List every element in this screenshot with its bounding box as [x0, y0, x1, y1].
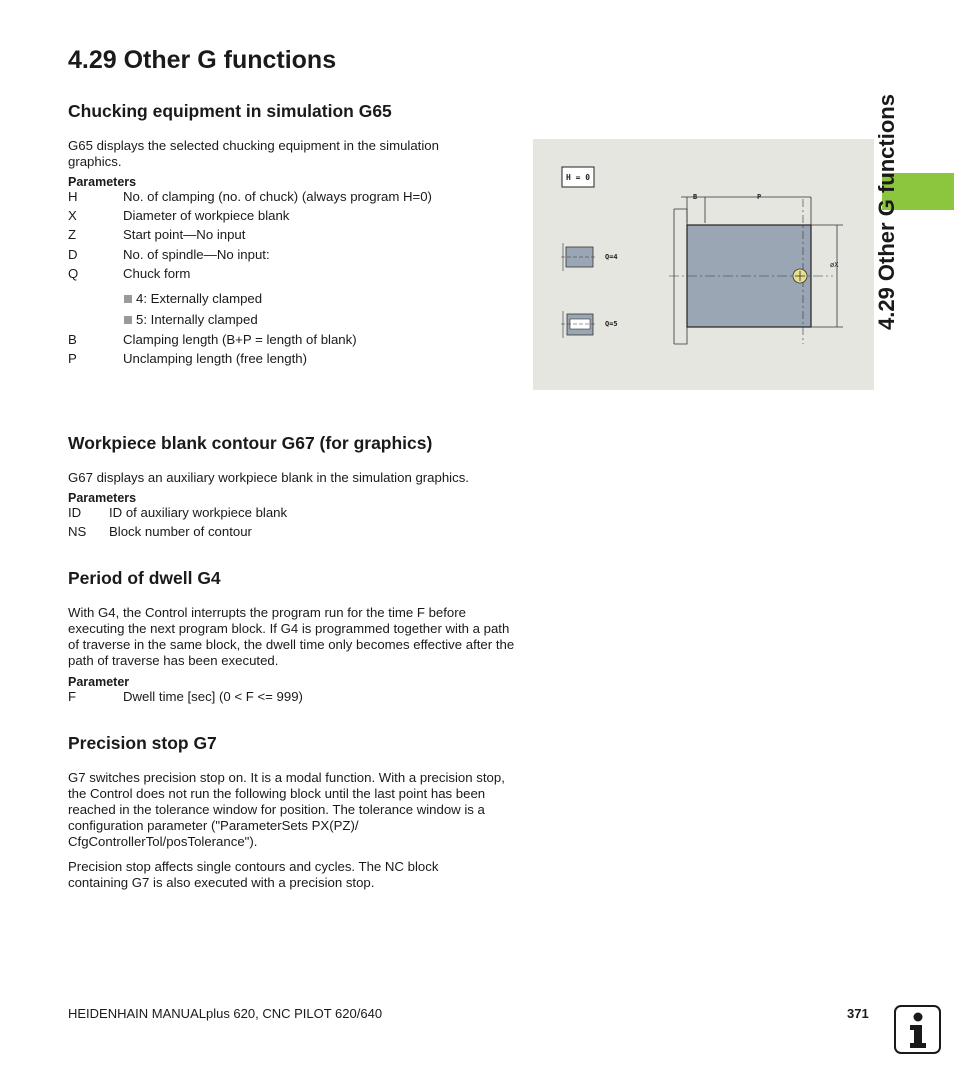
- param-row: H No. of clamping (no. of chuck) (always program H=0): [68, 189, 432, 204]
- param-row: Z Start point—No input: [68, 227, 246, 242]
- q-option-item: 5: Internally clamped: [124, 312, 258, 328]
- g67-heading: Workpiece blank contour G67 (for graphics): [68, 433, 433, 453]
- q-option-item: 4: Externally clamped: [124, 291, 262, 307]
- g65-params-label: Parameters: [68, 175, 137, 189]
- square-bullet-icon: [124, 295, 132, 303]
- page-number: 371: [847, 1006, 869, 1021]
- q4-label: Q=4: [605, 253, 618, 261]
- g7-description: G7 switches precision stop on. It is a modal function. With a precision stop, the Control does not run the following block until the last point has been reached in the tolerance window for position. The tolerance window is a configuration parameter ("ParameterSets PX(PZ)/ CfgControllerTol/posTolerance").: [68, 770, 505, 849]
- chapter-side-title: 4.29 Other G functions: [874, 94, 899, 330]
- b-label: B: [693, 193, 698, 201]
- g67-params-label: Parameters: [68, 491, 137, 505]
- g65-description: G65 displays the selected chucking equipment in the simulation graphics.: [68, 138, 439, 169]
- g4-params-label: Parameter: [68, 675, 130, 689]
- footer-text: HEIDENHAIN MANUALplus 620, CNC PILOT 620/640: [68, 1006, 383, 1021]
- chucking-diagram: [533, 139, 874, 390]
- p-label: P: [757, 193, 762, 201]
- g65-heading: Chucking equipment in simulation G65: [68, 101, 392, 121]
- param-row: X Diameter of workpiece blank: [68, 208, 290, 223]
- param-row: F Dwell time [sec] (0 < F <= 999): [68, 689, 303, 704]
- param-row: D No. of spindle—No input:: [68, 247, 270, 262]
- param-row: NS Block number of contour: [68, 524, 252, 539]
- param-row: B Clamping length (B+P = length of blank): [68, 332, 357, 347]
- g4-heading: Period of dwell G4: [68, 568, 221, 588]
- param-row: P Unclamping length (free length): [68, 351, 307, 366]
- x-label: øX: [830, 261, 839, 269]
- info-icon: [894, 1005, 941, 1054]
- h-label: H = 0: [565, 173, 591, 182]
- g7-heading: Precision stop G7: [68, 733, 217, 753]
- g7-description-2: Precision stop affects single contours and cycles. The NC block containing G7 is also executed with a precision stop.: [68, 859, 439, 890]
- param-row: Q Chuck form: [68, 266, 191, 281]
- param-row: ID ID of auxiliary workpiece blank: [68, 505, 288, 520]
- g4-description: With G4, the Control interrupts the program run for the time F before executing the next program block. If G4 is programmed together with a path of traverse in the same block, the dwell time only becomes effective after the path of traverse has been executed.: [68, 605, 515, 668]
- g67-description: G67 displays an auxiliary workpiece blank in the simulation graphics.: [68, 470, 469, 485]
- q5-label: Q=5: [605, 320, 618, 328]
- page-title: 4.29 Other G functions: [68, 46, 337, 74]
- chucking-figure: [533, 139, 874, 390]
- square-bullet-icon: [124, 316, 132, 324]
